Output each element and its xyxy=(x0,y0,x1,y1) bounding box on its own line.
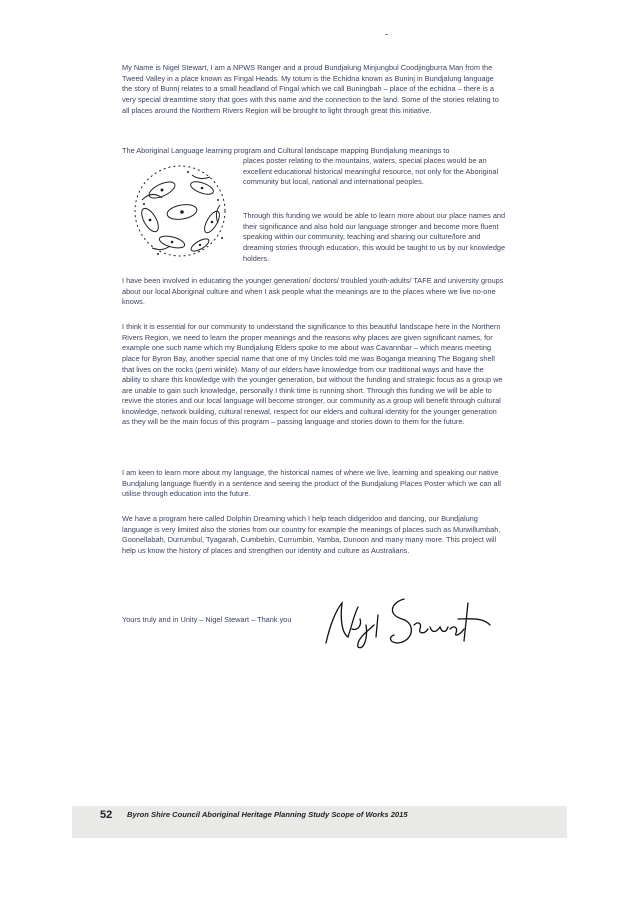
paragraph-funding: Through this funding we would be able to learn more about our place names and their significance and also hold our language stronger and become more fluent speaking within our community, teaching and sharing our culture/lore and dreaming stories through education, this would be taught to us by our knowledge holders. xyxy=(243,211,506,263)
paragraph-learning: I am keen to learn more about my language, the historical names of where we live, learning and speaking our native Bundjalung language fluently in a sentence and seeing the product of the Bundjalung Places Poster which we can all utilise through education into the future. xyxy=(122,468,501,499)
paragraph-education: I have been involved in educating the younger generation/ doctors/ troubled youth-adults/ TAFE and university groups about our local Aboriginal culture and when I ask people what the meanings are to the places where we live no-one knows. xyxy=(122,276,504,307)
page-number: 52 xyxy=(100,809,113,821)
paragraph-dolphin-dreaming: We have a program here called Dolphin Dreaming which I help teach didgeridoo and dancing, our Bundjalung language is very limited also the stories from our country for example the meanings of places such as Murwillumbah, Goonellabah, Durrumbul, Tyagarah, Cumbebin, Currumbin, Yamba, Dunoon and many many more. This project will help us know the history of places and strengthen our identity and culture as Australians. xyxy=(122,514,501,555)
paragraph-significance: I think it is essential for our community to understand the significance to this beautiful landscape here in the Northern Rivers Region, we need to learn the proper meanings and the reasons why places are given significant names, for example one such name which my Bundjalung Elders spoke to me about was Cavannbar – which means meeting place for Byron Bay, another special name that one of my Uncles told me was Boganga meaning The Bogang shell that lives on the rocks (perri winkle). Many of our elders have knowledge from our traditional ways and have the ability to share this knowledge with the younger generation, but without the funding and strategic focus as a group we are unable to gain such knowledge, personally I think time is running short. Through this funding we will be able to revive the stories and our local language will become stronger, our community as a group will benefit through cultural knowledge, network building, cultural renewal, respect for our elders and cultural identity for the younger generation as they will be the main focus of this program – passing language and stories down to them for the future. xyxy=(122,322,503,427)
footer-title: Byron Shire Council Aboriginal Heritage Planning Study Scope of Works 2015 xyxy=(127,810,408,819)
page-mark xyxy=(385,34,388,35)
closing-line: Yours truly and in Unity – Nigel Stewart – Thank you xyxy=(122,615,292,624)
handwritten-signature xyxy=(318,585,493,660)
paragraph-introduction: My Name is Nigel Stewart, I am a NPWS Ranger and a proud Bundjalung Minjungbul Coodjingburra Man from the Tweed Valley in a place known as Fingal Heads. My totum is the Echidna known as Buninj in Bundjalung language the story of Bunnj relates to a small headland of Fingal which we call Buningbah – place of the echidna – there is a very special dreamtime story that goes with this name and the connection to the land. Some of the stories relating to all places around the Northern Rivers Region will be brought to light through great this initiative. xyxy=(122,63,499,115)
paragraph-program-continued: places poster relating to the mountains, waters, special places would be an excellent educational historical meaningful resource, not only for the Aboriginal community but local, national and international peoples. xyxy=(243,156,499,187)
echidna-emblem-icon xyxy=(122,160,238,262)
paragraph-program-lead: The Aboriginal Language learning program and Cultural landscape mapping Bundjalung meanings to xyxy=(122,146,450,156)
